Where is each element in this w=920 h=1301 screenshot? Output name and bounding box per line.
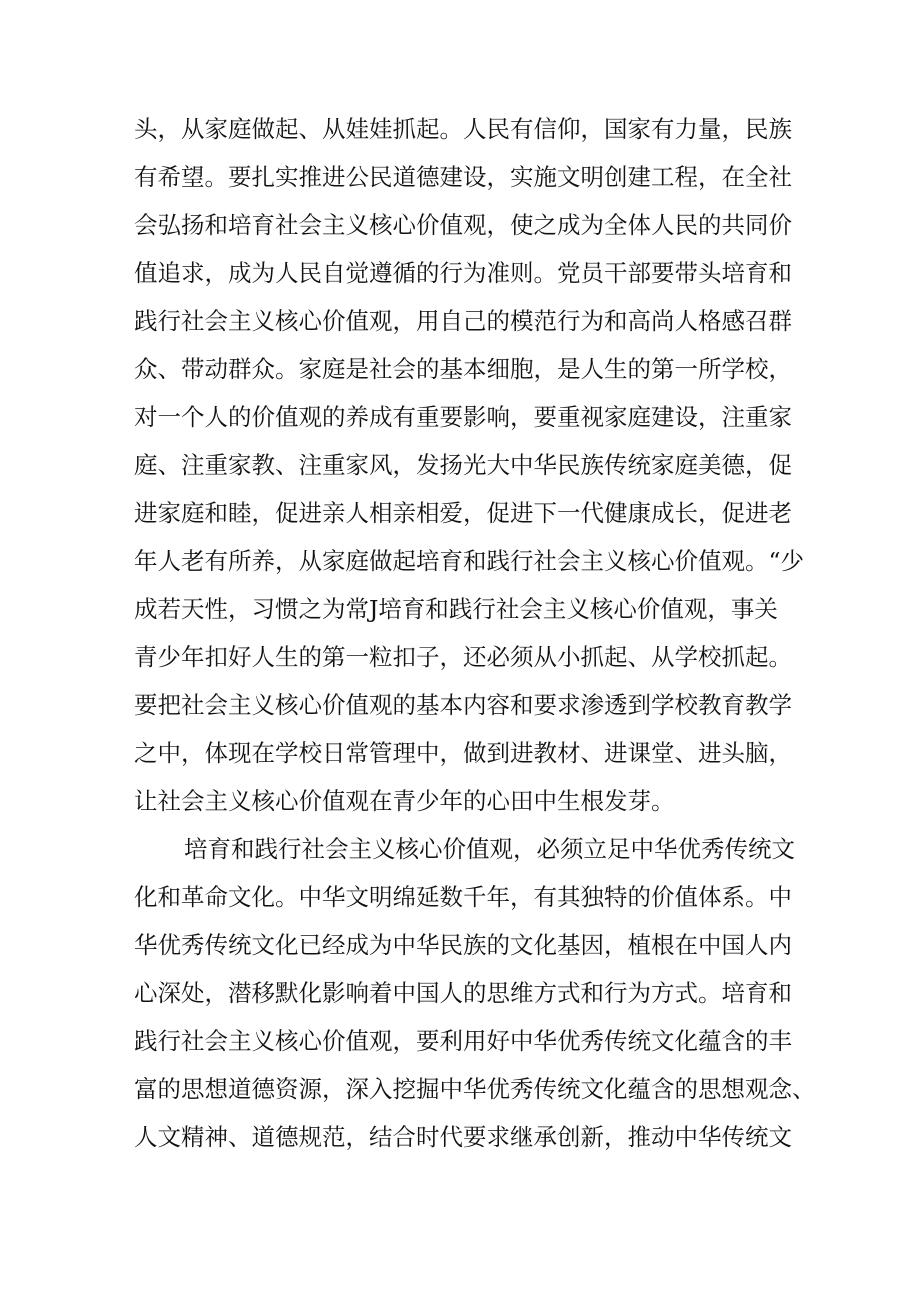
text-line-12: 青少年扣好人生的第一粒扣子，还必须从小抓起、从学校抓起。 <box>134 643 792 671</box>
text-line-13: 要把社会主义核心价值观的基本内容和要求渗透到学校教育教学 <box>134 691 792 719</box>
text-line-1: 头，从家庭做起、从娃娃抓起。人民有信仰，国家有力量，民族 <box>134 115 792 143</box>
text-line-19: 心深处，潜移默化影响着中国人的思维方式和行为方式。培育和 <box>134 979 792 1007</box>
text-line-3: 会弘扬和培育社会主义核心价值观，使之成为全体人民的共同价 <box>134 211 792 239</box>
text-line-7: 对一个人的价值观的养成有重要影响，要重视家庭建设，注重家 <box>134 403 792 431</box>
text-line-5: 践行社会主义核心价值观，用自己的模范行为和高尚人格感召群 <box>134 307 792 335</box>
text-line-8: 庭、注重家教、注重家风，发扬光大中华民族传统家庭美德，促 <box>134 451 792 479</box>
text-line-21: 富的思想道德资源，深入挖掘中华优秀传统文化蕴含的思想观念、 <box>134 1075 816 1103</box>
paragraph-start-line: 培育和践行社会主义核心价值观，必须立足中华优秀传统文 <box>184 835 795 863</box>
text-line-15: 让社会主义核心价值观在青少年的心田中生根发芽。 <box>134 787 675 815</box>
body-text <box>134 105 814 1161</box>
text-line-20: 践行社会主义核心价值观，要利用好中华优秀传统文化蕴含的丰 <box>134 1027 792 1055</box>
text-line-6: 众、带动群众。家庭是社会的基本细胞，是人生的第一所学校， <box>134 355 792 383</box>
text-line-2: 有希望。要扎实推进公民道德建设，实施文明创建工程，在全社 <box>134 163 792 191</box>
text-line-9: 进家庭和睦，促进亲人相亲相爱，促进下一代健康成长，促进老 <box>134 499 792 527</box>
text-line-4: 值追求，成为人民自觉遵循的行为准则。党员干部要带头培育和 <box>134 259 792 287</box>
text-line-10: 年人老有所养，从家庭做起培育和践行社会主义核心价值观。“少 <box>134 547 805 575</box>
text-line-14: 之中，体现在学校日常管理中，做到进教材、进课堂、进头脑， <box>134 739 792 767</box>
text-line-18: 华优秀传统文化已经成为中华民族的文化基因，植根在中国人内 <box>134 931 792 959</box>
text-line-17: 化和革命文化。中华文明绵延数千年，有其独特的价值体系。中 <box>134 883 792 911</box>
text-line-11: 成若天性，习惯之为常J培育和践行社会主义核心价值观，事关 <box>134 595 778 623</box>
text-line-22: 人文精神、道德规范，结合时代要求继承创新，推动中华传统文 <box>134 1123 792 1151</box>
